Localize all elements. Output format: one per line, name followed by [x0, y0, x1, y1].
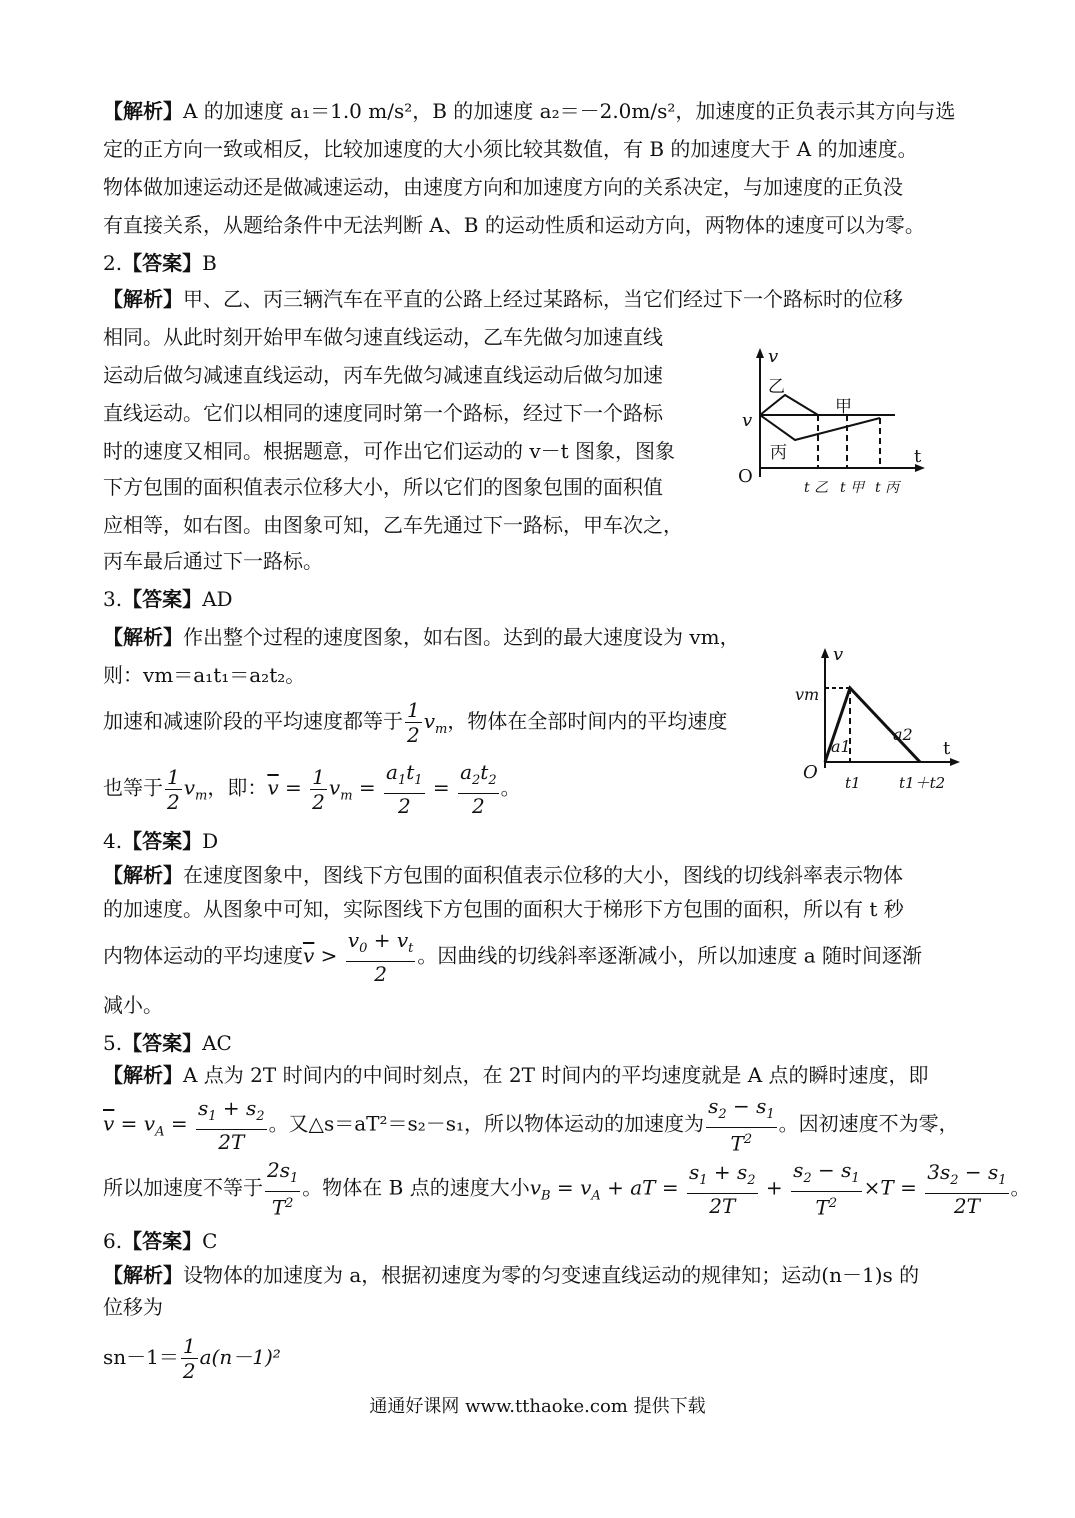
- analysis-1-line-1: [103, 96, 955, 126]
- fraction-s2s1-T2: $\frac{s_2 - s_1}{T^2}$: [708, 1094, 775, 1156]
- fraction-3s2s1-2T: $\frac{3s_2 - s_1}{2T}$: [927, 1159, 1007, 1218]
- analysis-3-line-2: 则：vm＝a₁t₁＝a₂t₂。: [103, 663, 306, 687]
- answer-label: 【答案】: [122, 829, 203, 853]
- text: 。: [1010, 1175, 1031, 1200]
- origin-label: O: [738, 466, 753, 487]
- analysis-4-line-1: [103, 860, 903, 890]
- answer-6: [103, 1226, 217, 1256]
- a2-label: a2: [893, 725, 913, 744]
- analysis-label: 【解析】: [103, 287, 183, 311]
- axis-label-t: t: [943, 738, 951, 759]
- analysis-label: 【解析】: [103, 863, 183, 887]
- analysis-1-line-3: 物体做加速运动还是做减速运动，由速度方向和加速度方向的关系决定，与加速度的正负没: [103, 175, 903, 199]
- analysis-6-line-3: [103, 1330, 281, 1384]
- v0-label: v: [742, 410, 753, 431]
- text: ，物体在全部时间内的平均速度: [447, 709, 728, 733]
- tick-t-jia: t 甲: [840, 480, 865, 496]
- line-bing: [760, 415, 880, 440]
- analysis-1-line-4: 有直接关系，从题给条件中无法判断 A、B 的运动性质和运动方向，两物体的速度可以为零。: [103, 213, 925, 237]
- analysis-6-line-1: [103, 1260, 919, 1290]
- analysis-2-line-3: 运动后做匀减速直线运动，丙车先做匀减速直线运动后做匀加速: [103, 363, 663, 387]
- answer-num: 4.: [103, 829, 123, 853]
- analysis-2-line-4: 直线运动。它们以相同的速度同时第一个路标，经过下一个路标: [103, 401, 663, 425]
- analysis-3-line-1: [103, 622, 740, 652]
- axis-label-t: t: [914, 446, 922, 467]
- analysis-2-line-1: [103, 284, 903, 314]
- text: 所以加速度不等于: [103, 1175, 263, 1200]
- line-yi: [760, 395, 818, 415]
- fraction-half: $\frac{1}{2}$: [182, 1334, 196, 1383]
- answer-2: [103, 248, 217, 278]
- analysis-2-line-2: 相同。从此时刻开始甲车做匀速直线运动，乙车先做匀加速直线: [103, 325, 663, 349]
- text: A 的加速度 a₁＝1.0 m/s²，B 的加速度 a₂＝－2.0m/s²，加速度的正负表示其方向与选: [183, 99, 956, 123]
- page-footer: 通通好课网 www.tthaoke.com 提供下载: [369, 1396, 706, 1417]
- text: 加速和减速阶段的平均速度都等于: [103, 709, 403, 733]
- analysis-label: 【解析】: [103, 1263, 183, 1287]
- origin-label: O: [803, 762, 818, 783]
- analysis-5-line-3: 所以加速度不等于 $\frac{2s_1}{T^2}$ 。物体在 B 点的速度大小$v_B = v_A$ + aT = $\frac{s_1 + s_2}{2T}$ + $\frac{s_2 - s_1}{T^2}$ ×T = $\frac{3s_2 - s_1}{2T}$ 。: [103, 1158, 1031, 1220]
- fraction-s1s2-2T: $\frac{s_1 + s_2}{2T}$: [689, 1159, 756, 1218]
- text: 。因曲线的切线斜率逐渐减小，所以加速度 a 随时间逐渐: [417, 943, 923, 968]
- answer-3: [103, 584, 233, 614]
- text: 。物体在 B 点的速度大小: [302, 1175, 530, 1200]
- analysis-5-line-1: [103, 1060, 929, 1090]
- fraction-v0-vt: $\frac{v_0 + v_t}{2}$: [347, 928, 414, 986]
- analysis-2-line-8: 丙车最后通过下一路标。: [103, 549, 323, 573]
- t-axis-arrow: [950, 758, 960, 766]
- a1-label: a1: [831, 737, 851, 756]
- analysis-label: 【解析】: [103, 625, 183, 649]
- vt-graph-three-cars: [730, 340, 940, 510]
- analysis-5-line-2: $\overline{v} = v_A$ = $\frac{s_1 + s_2}{2T}$ 。又△s＝aT²＝s₂－s₁，所以物体运动的加速度为 $\frac{s_2 - s_1}{T^2}$ 。因初速度不为零，: [103, 1094, 959, 1156]
- analysis-2-line-6: 下方包围的面积值表示位移大小，所以它们的图象包围的面积值: [103, 475, 663, 499]
- analysis-2-line-7: 应相等，如右图。由图象可知，乙车先通过下一路标，甲车次之，: [103, 513, 683, 537]
- answer-4: [103, 826, 218, 856]
- answer-num: 3.: [103, 587, 123, 611]
- v-axis-arrow: [756, 348, 764, 358]
- axis-label-v: v: [768, 346, 779, 367]
- text: a(n－1)²: [199, 1345, 281, 1369]
- text: ，即：: [207, 775, 268, 800]
- vt-graph-accel-decel: [795, 640, 970, 800]
- analysis-6-line-2: 位移为: [103, 1295, 163, 1319]
- answer-value: C: [202, 1229, 218, 1253]
- label-jia: 甲: [835, 397, 852, 417]
- label-yi: 乙: [768, 377, 785, 397]
- fraction-a1t1: $\frac{a_1t_1}{2}$: [386, 760, 423, 818]
- text: 。又△s＝aT²＝s₂－s₁，所以物体运动的加速度为: [268, 1111, 705, 1136]
- tick-t1: t1: [845, 774, 861, 792]
- vm-label: vm: [795, 685, 820, 704]
- text: 也等于: [103, 775, 163, 800]
- text: 设物体的加速度为 a，根据初速度为零的匀变速直线运动的规律知；运动(n－1)s 的: [183, 1263, 920, 1287]
- analysis-4-line-4: 减小。: [103, 993, 163, 1017]
- axis-label-v: v: [833, 644, 844, 665]
- answer-value: D: [202, 829, 219, 853]
- analysis-4-line-2: 的加速度。从图象中可知，实际图线下方包围的面积大于梯形下方包围的面积，所以有 t 秒: [103, 897, 904, 921]
- tick-t-yi: t 乙: [804, 480, 829, 496]
- text: sn－1＝: [103, 1345, 179, 1369]
- answer-value: B: [202, 251, 217, 275]
- analysis-1-line-2: 定的正方向一致或相反，比较加速度的大小须比较其数值，有 B 的加速度大于 A 的加速度。: [103, 137, 918, 161]
- text: 作出整个过程的速度图象，如右图。达到的最大速度设为 vm，: [183, 625, 740, 649]
- v-axis-arrow: [821, 648, 829, 658]
- fraction-s2s1-T2: $\frac{s_2 - s_1}{T^2}$: [793, 1158, 860, 1220]
- answer-label: 【答案】: [122, 1031, 203, 1055]
- answer-label: 【答案】: [122, 251, 203, 275]
- answer-value: AC: [202, 1031, 232, 1055]
- analysis-3-line-3: 加速和减速阶段的平均速度都等于 $\frac{1}{2}$ $v_m$，物体在全部时间内的平均速度: [103, 698, 728, 747]
- answer-label: 【答案】: [122, 1229, 203, 1253]
- answer-5: [103, 1028, 232, 1058]
- fraction-2s1-T2: $\frac{2s_1}{T^2}$: [267, 1158, 299, 1220]
- analysis-4-line-3: 内物体运动的平均速度$\overline{v}$ > $\frac{v_0 + v_t}{2}$ 。因曲线的切线斜率逐渐减小，所以加速度 a 随时间逐渐: [103, 928, 923, 986]
- answer-num: 5.: [103, 1031, 123, 1055]
- answer-num: 2.: [103, 251, 123, 275]
- fraction-s1s2-2T: $\frac{s_1 + s_2}{2T}$: [197, 1095, 265, 1154]
- text: 。: [500, 775, 521, 800]
- fraction-half: $\frac{1}{2}$: [312, 764, 325, 814]
- text: 甲、乙、丙三辆汽车在平直的公路上经过某路标，当它们经过下一个路标时的位移: [183, 287, 903, 311]
- tick-t-bing: t 丙: [875, 480, 900, 496]
- fraction-half: $\frac{1}{2}$: [407, 698, 420, 747]
- analysis-2-line-5: 时的速度又相同。根据题意，可作出它们运动的 v－t 图象，图象: [103, 439, 676, 463]
- analysis-label: 【解析】: [103, 1063, 183, 1087]
- text: 内物体运动的平均速度: [103, 943, 303, 968]
- fraction-half: $\frac{1}{2}$: [167, 764, 180, 814]
- text: A 点为 2T 时间内的中间时刻点，在 2T 时间内的平均速度就是 A 点的瞬时速度，即: [183, 1063, 929, 1087]
- label-bing: 丙: [770, 443, 787, 463]
- tick-t1t2: t1＋t2: [899, 774, 946, 792]
- fraction-a2t2: $\frac{a_2t_2}{2}$: [460, 760, 497, 818]
- answer-value: AD: [202, 587, 233, 611]
- text: 在速度图象中，图线下方包围的面积值表示位移的大小，图线的切线斜率表示物体: [183, 863, 903, 887]
- text: 。因初速度不为零，: [778, 1111, 959, 1136]
- analysis-label: 【解析】: [103, 99, 183, 123]
- answer-num: 6.: [103, 1229, 123, 1253]
- analysis-3-line-4: 也等于 $\frac{1}{2}$ $v_m$，即：$\overline{v}$ = $\frac{1}{2}$ $v_m$ = $\frac{a_1t_1}{2}$ = $\frac{a_2t_2}{2}$ 。: [103, 760, 521, 818]
- answer-label: 【答案】: [122, 587, 203, 611]
